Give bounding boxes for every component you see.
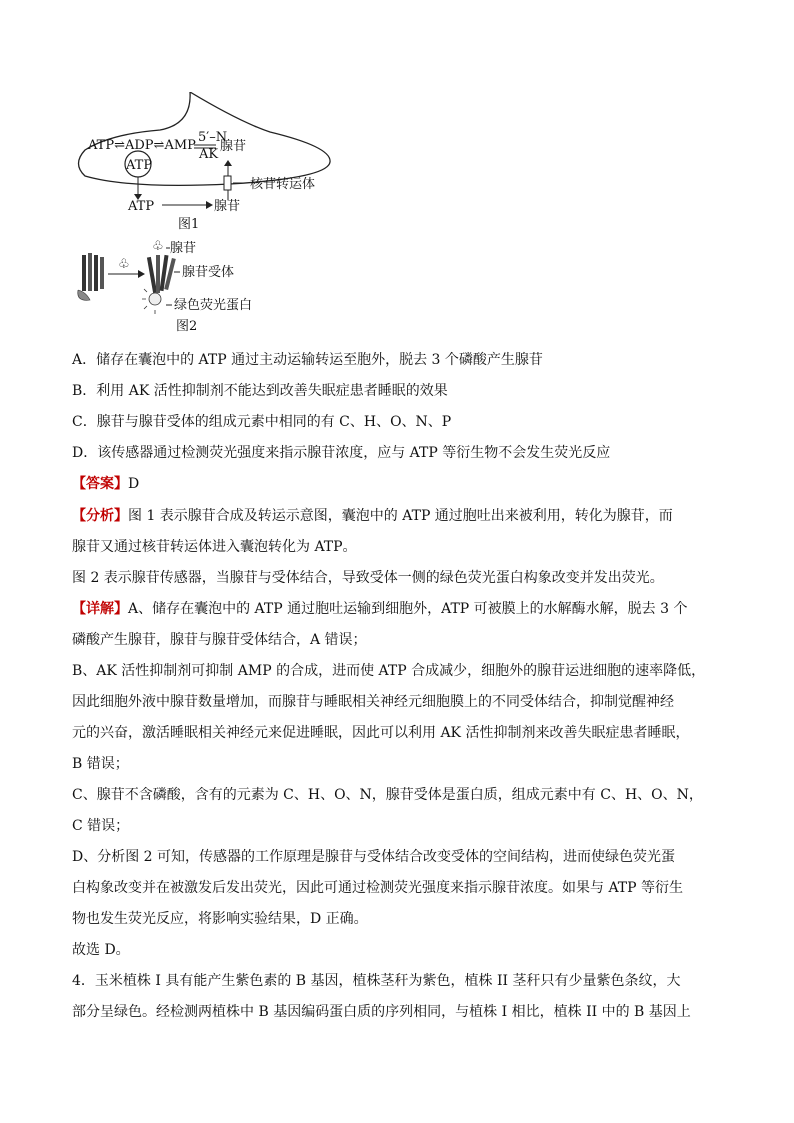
conversion-arrowhead xyxy=(206,201,213,209)
detail-line-8: C 错误； xyxy=(72,818,130,834)
figure-diagram xyxy=(70,92,370,342)
fig2-label-adenosine: 腺苷 xyxy=(170,241,197,256)
enzyme-bottom-label: AK xyxy=(199,147,219,162)
binding-arrowhead xyxy=(138,270,145,278)
detail-line-2: 磷酸产生腺苷，腺苷与腺苷受体结合，A 错误； xyxy=(72,632,367,648)
analysis-line-2: 腺苷又通过核苷转运体进入囊泡转化为 ATP。 xyxy=(72,539,357,555)
adenosine-molecule-bound: ♧ xyxy=(152,239,164,254)
question-4-line-2: 部分呈绿色。经检测两植株中 B 基因编码蛋白质的序列相同，与植株 I 相比，植株 II 中的 B 基因上 xyxy=(72,1004,691,1020)
adenosine-molecules-free: ♧ xyxy=(118,257,130,272)
fig2-label-receptor: 腺苷受体 xyxy=(182,265,235,280)
enzyme-top-label: 5′–N xyxy=(198,130,228,145)
option-a: A．储存在囊泡中的 ATP 通过主动运输转运至胞外，脱去 3 个磷酸产生腺苷 xyxy=(72,352,543,368)
nucleoside-transporter xyxy=(224,176,231,190)
detail-line-12: 故选 D。 xyxy=(72,942,130,958)
analysis-text-1: 图 1 表示腺苷合成及转运示意图，囊泡中的 ATP 通过胞吐出来被利用，转化为腺苷，而 xyxy=(128,508,673,524)
option-d: D．该传感器通过检测荧光强度来指示腺苷浓度，应与 ATP 等衍生物不会发生荧光反应 xyxy=(72,445,611,461)
figure2-caption: 图2 xyxy=(176,319,198,334)
detail-line-7: C、腺苷不含磷酸，含有的元素为 C、H、O、N，腺苷受体是蛋白质，组成元素中有 C、H、O、N， xyxy=(72,787,703,803)
adenosine-inside-label: 腺苷 xyxy=(220,139,247,154)
atp-chain-text: ATP⇌ADP⇌AMP xyxy=(88,138,196,153)
figure1-caption: 图1 xyxy=(178,217,200,232)
option-c: C．腺苷与腺苷受体的组成元素中相同的有 C、H、O、N、P xyxy=(72,414,452,430)
detail-line-1 xyxy=(72,599,687,619)
detail-line-5: 元的兴奋，激活睡眠相关神经元来促进睡眠，因此可以利用 AK 活性抑制剂来改善失眠症患者睡眠， xyxy=(72,725,690,741)
detail-line-10: 白构象改变并在被激发后发出荧光，因此可通过检测荧光强度来指示腺苷浓度。如果与 ATP 等衍生 xyxy=(72,880,684,896)
detail-line-3: B、AK 活性抑制剂可抑制 AMP 的合成，进而使 ATP 合成减少，细胞外的腺苷运进细胞的速率降低， xyxy=(72,663,706,679)
analysis-tag: 【分析】 xyxy=(72,508,128,524)
fig2-label-gfp: 绿色荧光蛋白 xyxy=(174,298,253,313)
analysis-line-3: 图 2 表示腺苷传感器，当腺苷与受体结合，导致受体一侧的绿色荧光蛋白构象改变并发出荧光。 xyxy=(72,570,664,586)
vesicle-atp-label: ATP xyxy=(126,158,153,173)
detail-line-9: D、分析图 2 可知，传感器的工作原理是腺苷与受体结合改变受体的空间结构，进而使绿色荧光蛋 xyxy=(72,849,676,865)
detail-line-11: 物也发生荧光反应，将影响实验结果，D 正确。 xyxy=(72,911,368,927)
receptor-unbound xyxy=(78,253,104,300)
question-4-line-1: 4．玉米植株 I 具有能产生紫色素的 B 基因，植株茎秆为紫色，植株 II 茎秆只有少量紫色条纹，大 xyxy=(72,973,681,989)
option-b: B．利用 AK 活性抑制剂不能达到改善失眠症患者睡眠的效果 xyxy=(72,383,448,399)
answer-line xyxy=(72,474,139,494)
outside-adenosine-label: 腺苷 xyxy=(214,199,241,214)
detail-tag: 【详解】 xyxy=(72,601,128,617)
answer-tag: 【答案】 xyxy=(72,476,128,492)
answer-value: D xyxy=(128,476,140,492)
analysis-line-1 xyxy=(72,506,673,526)
detail-line-4: 因此细胞外液中腺苷数量增加，而腺苷与睡眠相关神经元细胞膜上的不同受体结合，抑制觉醒神经 xyxy=(72,694,674,710)
transporter-label: 核苷转运体 xyxy=(250,177,316,192)
transporter-arrowhead xyxy=(224,160,232,166)
detail-line-6: B 错误； xyxy=(72,756,129,772)
outside-atp-label: ATP xyxy=(128,199,155,214)
detail-text-1: A、储存在囊泡中的 ATP 通过胞吐运输到细胞外，ATP 可被膜上的水解酶水解，脱去 3 个 xyxy=(128,601,688,617)
